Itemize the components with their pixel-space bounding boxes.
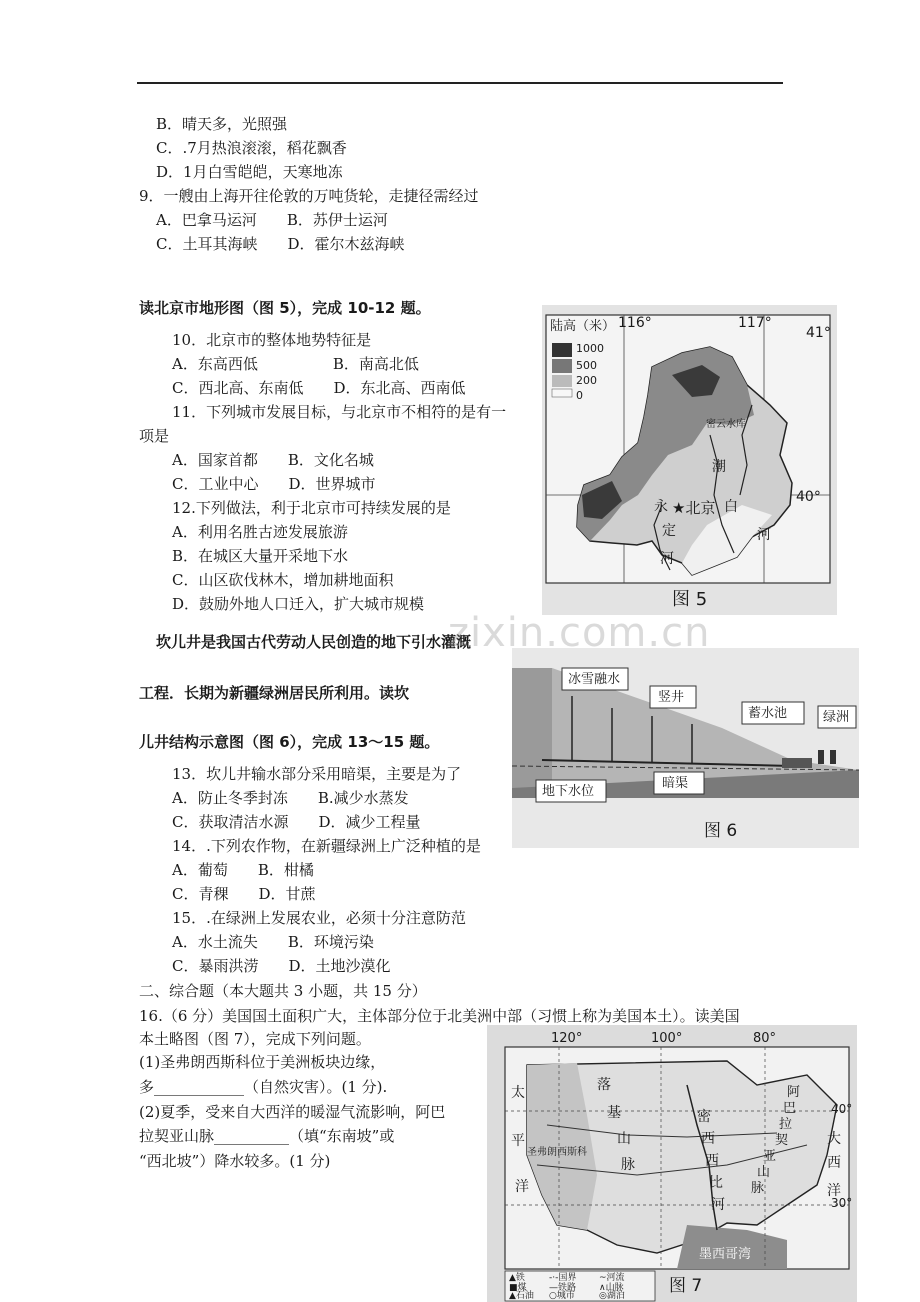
fig7-legend-river: ~河流 [599, 1273, 625, 1283]
fig6-channel-label: 暗渠 [662, 776, 689, 791]
fig6-intro-3: 儿井结构示意图（图 6），完成 13～15 题。 [139, 733, 440, 751]
fig7-atlantic-3: 洋 [827, 1183, 841, 1199]
fig7-caption: 图 7 [669, 1276, 703, 1296]
q14-options-ab: A．葡萄 B．柑橘 [172, 861, 314, 879]
fig7-atlantic-1: 大 [827, 1131, 841, 1147]
fig5-lon-117: 117° [738, 315, 772, 331]
fig5-bai-river-1: 白 [724, 499, 738, 515]
q15-options-ab: A．水土流失 B．环境污染 [172, 933, 374, 951]
q12-option-b: B．在城区大量开采地下水 [172, 547, 349, 565]
question-12: 12.下列做法，利于北京市可持续发展的是 [172, 499, 451, 517]
fig7-appal-6: 山 [757, 1165, 771, 1180]
fig5-lon-116: 116° [618, 315, 652, 331]
fig5-yongding-1: 永 [654, 499, 668, 515]
fig6-intro-2: 工程．长期为新疆绿洲居民所利用。读坎 [139, 684, 410, 702]
question-9: 9．一艘由上海开往伦敦的万吨货轮，走捷径需经过 [139, 187, 479, 205]
fig7-appal-3: 拉 [779, 1117, 793, 1132]
fig7-pacific-1: 太 [511, 1085, 525, 1101]
fig5-yongding-3: 河 [660, 551, 674, 567]
fig7-legend-iron: ▲铁 [509, 1273, 525, 1283]
question-10: 10．北京市的整体地势特征是 [172, 331, 372, 349]
fig6-caption: 图 6 [704, 821, 738, 841]
fig7-appal-1: 阿 [787, 1085, 801, 1100]
q16-part-2: (2)夏季，受来自大西洋的暖湿气流影响，阿巴 [139, 1103, 446, 1121]
fig7-miss-5: 河 [711, 1197, 725, 1213]
fig5-beijing-label: ★北京 [672, 499, 716, 517]
fig6-shaft-label: 竖井 [658, 690, 685, 705]
fig7-gulf-of-mexico: 墨西哥湾 [699, 1247, 752, 1262]
fig7-san-francisco: 圣弗朗西斯科 [527, 1147, 587, 1158]
fig5-legend-200: 200 [576, 374, 597, 387]
fig5-legend-1000: 1000 [576, 342, 604, 355]
fig7-lon-100: 100° [651, 1031, 683, 1046]
q12-option-a: A．利用名胜古迹发展旅游 [172, 523, 348, 541]
fig7-lon-120: 120° [551, 1031, 583, 1046]
question-16-cont: 本土略图（图 7），完成下列问题。 [139, 1030, 371, 1048]
fig6-snowmelt-label: 冰雪融水 [568, 672, 621, 687]
fig7-atlantic-2: 西 [827, 1155, 841, 1171]
fig6-water-table-label: 地下水位 [542, 784, 595, 799]
question-13: 13．坎儿井输水部分采用暗渠，主要是为了 [172, 765, 462, 783]
section-2-heading: 二、综合题（本大题共 3 小题，共 15 分） [139, 982, 427, 1000]
fig7-legend-lake: ◎湖泊 [599, 1291, 625, 1301]
fig5-yongding-2: 定 [662, 523, 676, 539]
fig7-rocky-3: 山 [617, 1131, 631, 1147]
q13-options-ab: A．防止冬季封冻 B.减少水蒸发 [172, 789, 409, 807]
fig5-legend-500: 500 [576, 359, 597, 372]
fig5-legend-0: 0 [576, 389, 583, 402]
fig7-rocky-2: 基 [607, 1105, 621, 1121]
figure-6-karez-diagram [512, 648, 859, 848]
fig5-legend-title: 陆高（米） [550, 319, 616, 334]
fig7-appal-2: 巴 [783, 1101, 797, 1116]
q12-option-d: D．鼓励外地人口迁入，扩大城市规模 [172, 595, 425, 613]
figure-5-beijing-map [542, 305, 837, 615]
fig7-lat-30: 30° [831, 1196, 853, 1210]
fig7-lat-40: 40° [831, 1102, 853, 1116]
question-14: 14．.下列农作物，在新疆绿洲上广泛种植的是 [172, 837, 481, 855]
question-16: 16.（6 分）美国国土面积广大，主体部分位于北美洲中部（习惯上称为美国本土）。读美国 [139, 1007, 740, 1025]
q11-options-ab: A．国家首都 B．文化名城 [172, 451, 374, 469]
fig6-intro-1: 坎儿井是我国古代劳动人民创造的地下引水灌溉 [156, 633, 472, 651]
fig7-appal-4: 契 [775, 1133, 789, 1148]
fig5-chao-river: 潮 [712, 459, 726, 475]
q16-part-1: (1)圣弗朗西斯科位于美洲板块边缘， [139, 1053, 386, 1071]
q8-option-b: B．晴天多，光照强 [156, 115, 288, 133]
fig7-appal-7: 脉 [751, 1181, 765, 1196]
q10-options-cd: C．西北高、东南低 D．东北高、西南低 [172, 379, 466, 397]
fig7-lon-80: 80° [753, 1031, 777, 1046]
fig5-lat-41: 41° [806, 325, 831, 341]
q12-option-c: C．山区砍伐林木，增加耕地面积 [172, 571, 394, 589]
fig5-caption: 图 5 [672, 589, 708, 610]
q16-part-2-end: “西北坡”）降水较多。(1 分) [139, 1152, 331, 1170]
fig7-legend-coal: ■煤 [509, 1283, 527, 1293]
fig7-pacific-3: 洋 [515, 1179, 529, 1195]
figure-7-us-map [487, 1025, 857, 1302]
fig7-legend-railway: —铁路 [549, 1283, 577, 1293]
q15-options-cd: C．暴雨洪涝 D．土地沙漠化 [172, 957, 391, 975]
top-rule [137, 82, 783, 84]
fig5-bai-river-2: 河 [757, 527, 771, 543]
question-11-cont: 项是 [139, 427, 170, 445]
fig7-miss-2: 西 [701, 1131, 715, 1147]
fig6-pool-label: 蓄水池 [748, 706, 788, 721]
fig7-legend-oil: ▲石油 [509, 1291, 534, 1301]
fig7-pacific-2: 平 [511, 1133, 525, 1149]
q10-options-ab: A．东高西低 B．南高北低 [172, 355, 419, 373]
q9-options-cd: C．土耳其海峡 D．霍尔木兹海峡 [156, 235, 405, 253]
fig6-oasis-label: 绿洲 [823, 710, 850, 725]
q13-options-cd: C．获取清洁水源 D．减少工程量 [172, 813, 421, 831]
fig7-legend-city: ○城市 [549, 1291, 575, 1301]
fig7-miss-4: 比 [709, 1175, 723, 1191]
question-15: 15．.在绿洲上发展农业，必须十分注意防范 [172, 909, 466, 927]
fig5-lat-40: 40° [796, 489, 821, 505]
fig5-miyun-reservoir: 密云水库 [706, 419, 746, 430]
fig7-legend-mountain: ∧山脉 [599, 1283, 624, 1293]
fig7-rocky-4: 脉 [621, 1157, 635, 1173]
fig7-legend-border: -·-国界 [549, 1273, 577, 1283]
q8-option-d: D．1月白雪皑皑，天寒地冻 [156, 163, 343, 181]
fig7-miss-3: 西 [705, 1153, 719, 1169]
q16-part-2-blank: 拉契亚山脉__________（填“东南坡”或 [139, 1127, 395, 1145]
watermark: zixin.com.cn [448, 610, 711, 656]
fig7-miss-1: 密 [697, 1109, 711, 1125]
fig7-rocky-1: 落 [597, 1077, 611, 1093]
q16-part-1-blank: 多____________（自然灾害）。(1 分). [139, 1078, 388, 1096]
q8-option-c: C．.7月热浪滚滚，稻花飘香 [156, 139, 347, 157]
fig5-intro: 读北京市地形图（图 5），完成 10-12 题。 [139, 299, 431, 317]
question-11: 11．下列城市发展目标，与北京市不相符的是有一 [172, 403, 507, 421]
q14-options-cd: C．青稞 D．甘蔗 [172, 885, 316, 903]
q9-options-ab: A．巴拿马运河 B．苏伊士运河 [156, 211, 388, 229]
q11-options-cd: C．工业中心 D．世界城市 [172, 475, 376, 493]
fig7-appal-5: 亚 [763, 1149, 777, 1164]
